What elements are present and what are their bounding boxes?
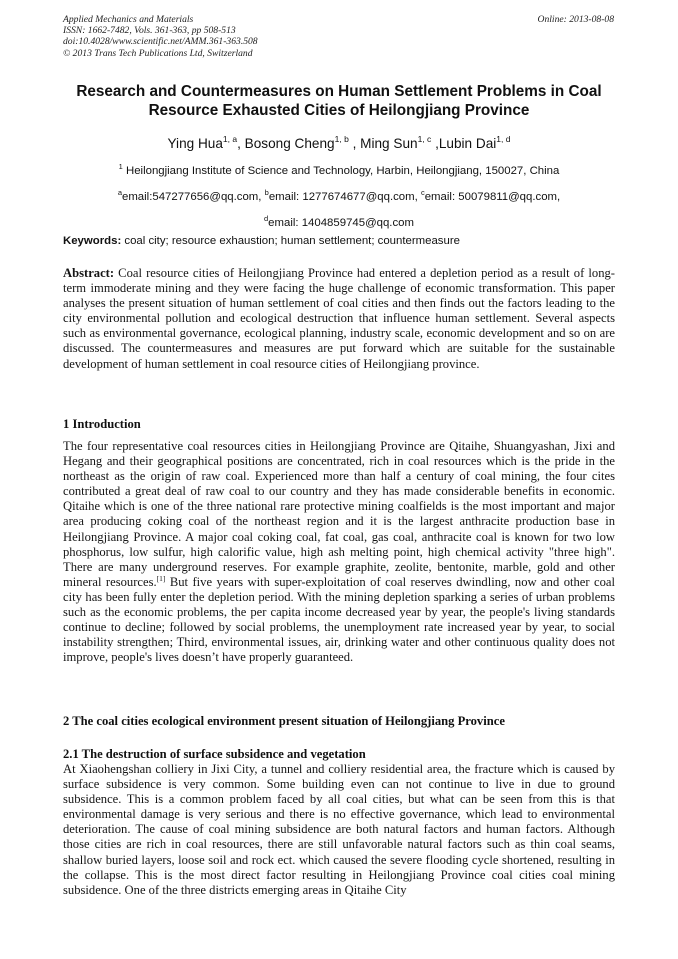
abstract-paragraph [63,266,615,372]
author-separator: , [431,136,439,151]
email-sup: b [264,188,269,197]
author-separator: , [348,136,361,151]
abstract-text: Coal resource cities of Heilongjiang Province had entered a depletion period as a result of long-term immoderate mining and they were facing the huge challenge of economic transformation. This paper analyses the present situation of human settlement of coal cities and then finds out the factors leading to the city environmental pollution and ecological destruction that influence human settlement. Several aspects such as environmental governance, ecological planning, industry scale, economic development and so on are discussed. The countermeasures and measures are put forward which are suitable for the sustainable development of human settlement in coal resource cities of Heilongjiang province. [63,266,615,371]
paper-title [55,82,623,120]
email-line-2 [63,208,615,234]
journal-name: Applied Mechanics and Materials [63,14,194,25]
email-c: email: 50079811@qq.com, [424,191,561,203]
email-d: email: 1404859745@qq.com [268,217,414,229]
author-separator: , [237,136,245,151]
author-affil-sup: 1, d [496,134,511,144]
email-line-1 [63,182,615,208]
email-sup: d [264,214,269,223]
title-line-1: Research and Countermeasures on Human Settlement Problems in Coal [76,83,602,100]
affiliation-number: 1 [118,162,123,171]
affiliation-block [63,156,615,234]
issn-line: ISSN: 1662-7482, Vols. 361-363, pp 508-513 [63,25,236,37]
author-list [63,130,615,153]
section-heading: 2 The coal cities ecological environment present situation of Heilongjiang Province [63,714,505,728]
author-name: Lubin Dai [438,136,497,151]
subsection-paragraph: At Xiaohengshan colliery in Jixi City, a tunnel and colliery residential area, the fracture which is caused by surface subsidence is very common. Some building even can not continue to live in due to ground subsidence. This is a common problem faced by all coal cities, but what can be seen from this is that environmental damage is very serious and there is no effective governance, which lead to environmental deterioration. The cause of coal mining subsidence are both natural factors and human factors. Although those cities are rich in coal resources, there are still unfavorable natural factors such as thin coal seams, shallow buried layers, loose soil and rock ect. which caused the severe flooding cycle shortened, resulting in the collapse. This is the most direct factor resulting in Heilongjiang Province coal cities coal mining subsidence. One of the three districts emerging areas in Qitaihe City [63,762,615,897]
affiliation-text: Heilongjiang Institute of Science and Technology, Harbin, Heilongjiang, 150027, China [122,165,560,177]
keywords-text: coal city; resource exhaustion; human settlement; countermeasure [121,235,460,247]
email-sup: c [420,188,425,197]
author-name: Ying Hua [167,136,223,151]
title-line-2: Resource Exhausted Cities of Heilongjiang Province [148,102,530,119]
author-affil-sup: 1, b [334,134,349,144]
abstract-label: Abstract: [63,266,115,280]
publication-info [63,14,258,59]
affiliation-line [63,156,615,182]
author-affil-sup: 1, a [222,134,238,144]
email-a: email:547277656@qq.com, [121,191,265,203]
citation-ref: [1] [156,573,166,583]
email-b: email: 1277674677@qq.com, [268,191,421,203]
email-sup: a [117,188,122,197]
online-date: Online: 2013-08-08 [537,14,614,25]
paragraph-text: But five years with super-exploitation of coal reserves dwindling, now and other coal city has been fully enter the depletion period. With the mining depletion sparking a series of urban problems such as the economic problems, the per capita income decreased year by year, the people's living standards continue to decline; followed by social problems, the unemployment rate increased year by year, to social instability strengthen; Third, environmental issues, air, drinking water and other continuous quality does not improve, people's lives doesn’t have properly guaranteed. [63,574,615,665]
paragraph-text: The four representative coal resources cities in Heilongjiang Province are Qitaihe, Shuangyashan, Jixi and Hegang and their geographical positions are concentrated, rich in coal resources which is the pride in the northeast as the origin of raw coal. Experienced more than half a century of coal mining, the four cites contributed a great deal of raw coal to our country and they has made considerable benefits in economic. Qitaihe which is one of the three national rare protective mining coalfields is the most important and major area producing coking coal of the northeast region and it is the largest anthracite production base in Heilongjiang Province. A major coal coking coal, fat coal, gas coal, anthracite coal is known for two low phosphorus, low sulfur, high calorific value, high ash melting point, high chemical activity "three high". There are many underground reserves. For example graphite, zeolite, bentonite, marble, gold and other mineral resources. [63,439,615,589]
author-name: Bosong Cheng [244,136,335,151]
keywords-label: Keywords: [63,235,122,247]
keywords-line [63,234,460,249]
subsection-heading: 2.1 The destruction of surface subsidence and vegetation [63,747,366,761]
author-name: Ming Sun [360,136,418,151]
author-affil-sup: 1, c [417,134,432,144]
copyright-line: © 2013 Trans Tech Publications Ltd, Switzerland [63,47,253,59]
introduction-paragraph [63,439,615,665]
doi-line: doi:10.4028/www.scientific.net/AMM.361-363.508 [63,36,258,48]
section-heading: 1 Introduction [63,417,141,431]
